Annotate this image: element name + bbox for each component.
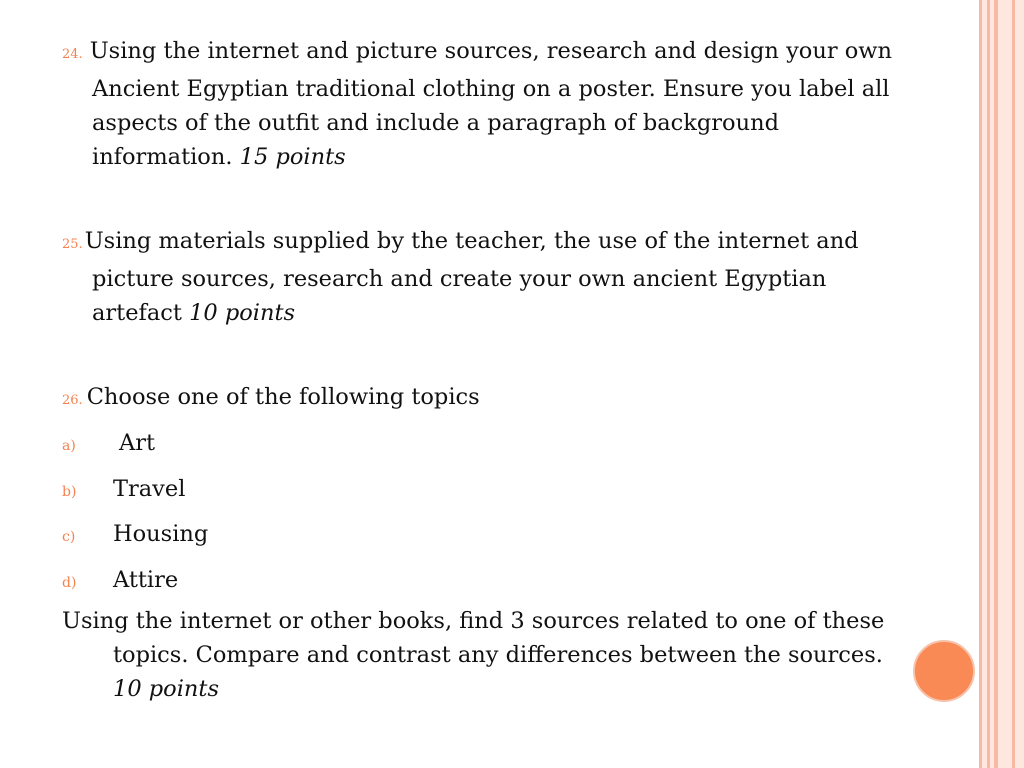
final-task-points: 10 points [113, 676, 220, 702]
topic-letter: d) [62, 574, 77, 591]
topic-letter: c) [62, 529, 76, 545]
task-points: 10 points [189, 300, 296, 326]
final-task-text: Using the internet or other books, find 3 sources related to one of these topics. Compare and contrast any differences between the sources. [62, 608, 885, 668]
task-25 [62, 224, 902, 330]
topic-label: Art [119, 430, 156, 456]
task-text: Choose one of the following topics [86, 384, 480, 410]
topic-label: Housing [113, 521, 209, 547]
task-number: 26. [62, 393, 83, 408]
frame-band-4 [1015, 0, 1024, 768]
final-task [62, 604, 902, 706]
topic-label: Travel [113, 475, 186, 502]
spacer [62, 174, 902, 224]
topic-item-travel [62, 468, 902, 514]
topic-item-housing [62, 513, 902, 559]
topic-item-attire [62, 559, 902, 605]
task-number: 25. [62, 237, 83, 252]
topic-item-art [62, 422, 902, 468]
frame-band-3 [998, 0, 1012, 768]
slide-body [62, 34, 902, 706]
decorative-circle [913, 640, 975, 702]
task-26 [62, 380, 902, 418]
task-text: Using the internet and picture sources, research and design your own Ancient Egyptian traditional clothing on a poster. Ensure you label all aspects of the outfit and include a paragraph of background information. [89, 38, 893, 170]
topic-letter: b) [62, 483, 77, 500]
topic-label: Attire [113, 566, 179, 593]
task-24 [62, 34, 902, 174]
spacer [62, 330, 902, 380]
task-text: Using materials supplied by the teacher, the use of the internet and picture sources, research and create your own ancient Egyptian artefact [84, 228, 859, 326]
task-number: 24. [62, 47, 83, 62]
topic-letter: a) [62, 438, 76, 454]
task-points: 15 points [239, 144, 346, 170]
